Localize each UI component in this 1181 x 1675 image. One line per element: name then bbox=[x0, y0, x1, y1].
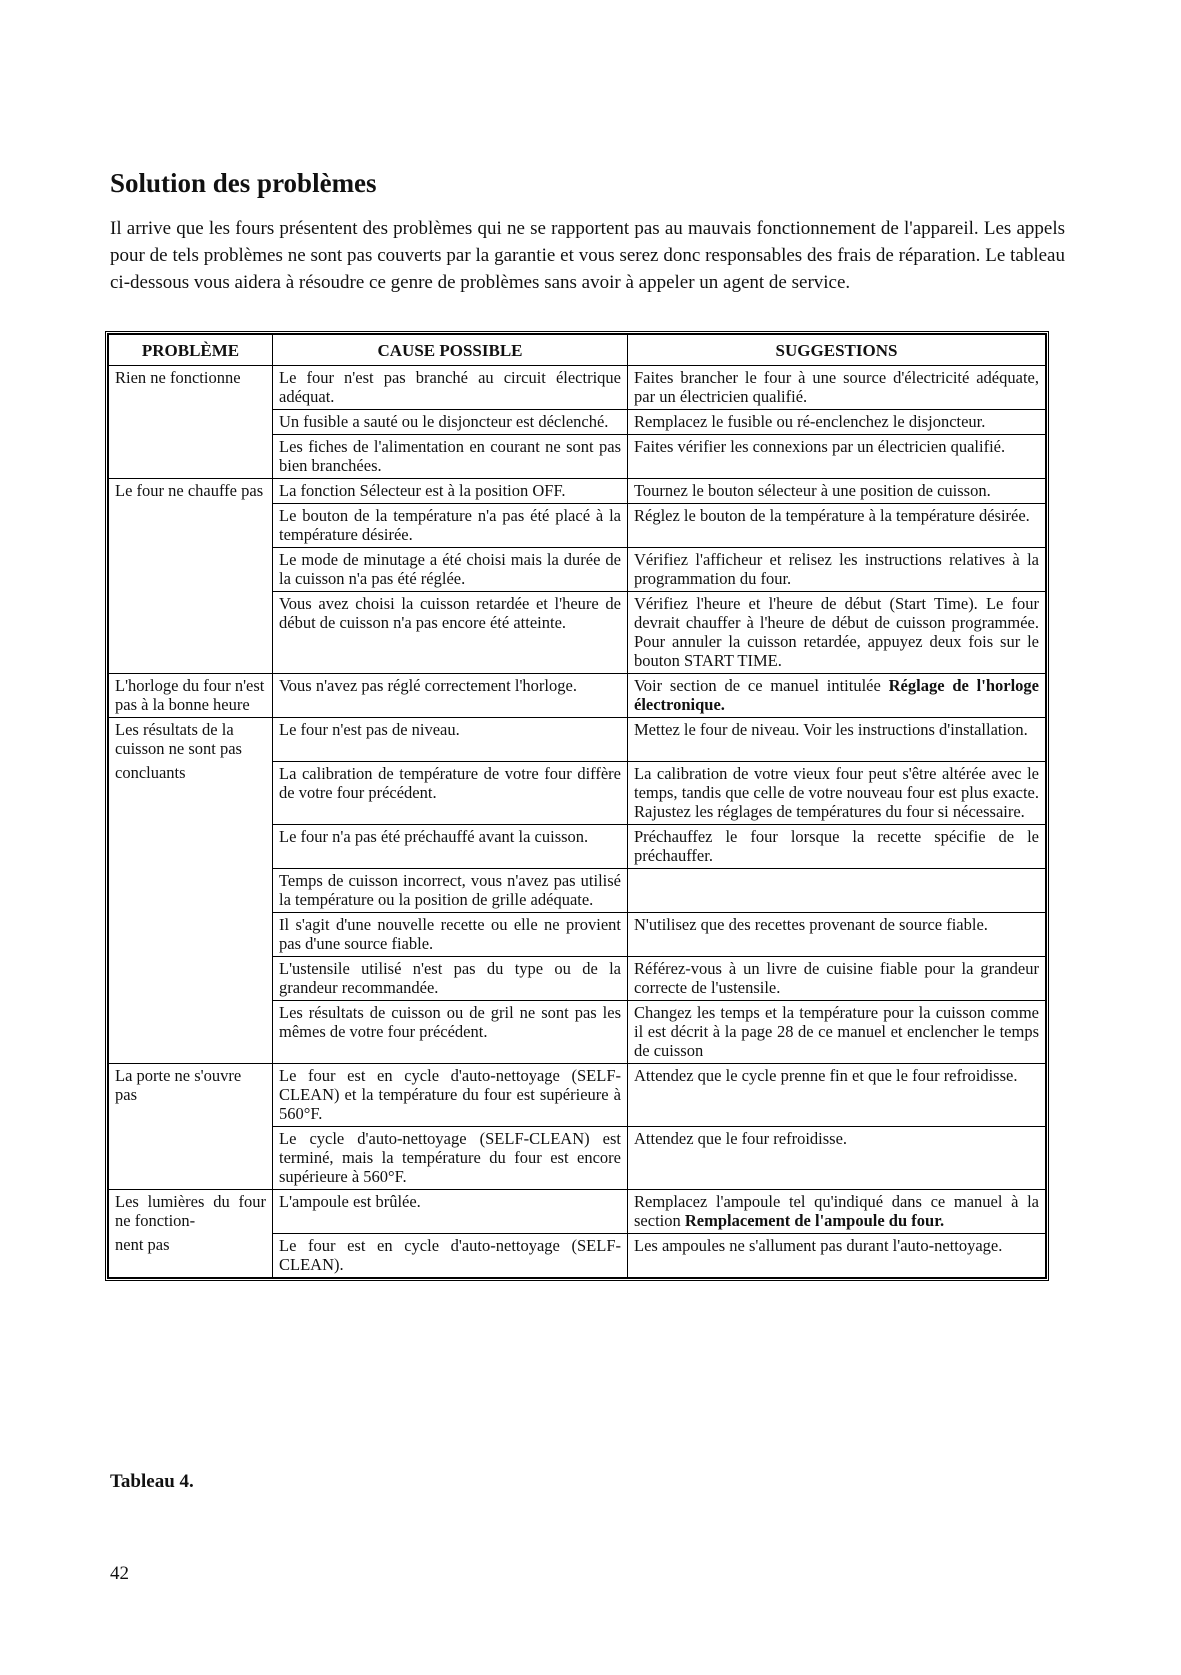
troubleshooting-table bbox=[105, 331, 1049, 1281]
suggestion-cell: Attendez que le four refroidisse. bbox=[628, 1126, 1046, 1189]
suggestion-cell: Vérifiez l'afficheur et relisez les instructions relatives à la programmation du four. bbox=[628, 548, 1046, 592]
suggestion-cell: Préchauffez le four lorsque la recette spécifie de le préchauffer. bbox=[628, 824, 1046, 868]
cause-cell: Il s'agit d'une nouvelle recette ou elle ne provient pas d'une source fiable. bbox=[273, 912, 628, 956]
cause-cell: La fonction Sélecteur est à la position OFF. bbox=[273, 479, 628, 504]
suggestion-cell: Les ampoules ne s'allument pas durant l'auto-nettoyage. bbox=[628, 1233, 1046, 1277]
table-row bbox=[109, 1063, 1046, 1126]
table-row bbox=[109, 366, 1046, 410]
cause-cell: Le bouton de la température n'a pas été placé à la température désirée. bbox=[273, 504, 628, 548]
problem-cell: Rien ne fonctionne bbox=[109, 366, 273, 479]
suggestion-text: Remplacez l'ampoule tel qu'indiqué dans ce manuel à la section bbox=[634, 1191, 1039, 1230]
cause-cell: Le four est en cycle d'auto-nettoyage (SELF-CLEAN) et la température du four est supérieure à 560°F. bbox=[273, 1063, 628, 1126]
table-row bbox=[109, 1233, 1046, 1277]
cause-cell: Le four est en cycle d'auto-nettoyage (SELF-CLEAN). bbox=[273, 1233, 628, 1277]
suggestion-text: Voir section de ce manuel intitulée bbox=[634, 676, 889, 695]
suggestion-cell bbox=[628, 868, 1046, 912]
section-reference: Réglage de l'horloge électronique. bbox=[634, 676, 1039, 714]
cause-cell: Vous avez choisi la cuisson retardée et l'heure de début de cuisson n'a pas encore été atteinte. bbox=[273, 592, 628, 674]
problem-cell: Le four ne chauffe pas bbox=[109, 479, 273, 674]
suggestion-cell: Référez-vous à un livre de cuisine fiable pour la grandeur correcte de l'ustensile. bbox=[628, 956, 1046, 1000]
cause-cell: Le four n'est pas de niveau. bbox=[273, 718, 628, 762]
suggestion-cell: Attendez que le cycle prenne fin et que le four refroidisse. bbox=[628, 1063, 1046, 1126]
suggestion-cell bbox=[628, 674, 1046, 718]
suggestion-cell: La calibration de votre vieux four peut s'être altérée avec le temps, tandis que celle de votre nouveau four est plus exacte. Rajustez les réglages de températures du four si nécessaire. bbox=[628, 761, 1046, 824]
cause-cell: Les résultats de cuisson ou de gril ne sont pas les mêmes de votre four précédent. bbox=[273, 1000, 628, 1063]
suggestion-cell: Mettez le four de niveau. Voir les instructions d'installation. bbox=[628, 718, 1046, 762]
cause-cell: Le four n'a pas été préchauffé avant la cuisson. bbox=[273, 824, 628, 868]
table-header-row bbox=[109, 335, 1046, 366]
table-row bbox=[109, 674, 1046, 718]
cause-cell: Les fiches de l'alimentation en courant ne sont pas bien branchées. bbox=[273, 435, 628, 479]
header-problem: PROBLÈME bbox=[109, 335, 273, 366]
suggestion-cell: Réglez le bouton de la température à la température désirée. bbox=[628, 504, 1046, 548]
problem-cell-continued: concluants bbox=[109, 761, 273, 1063]
table-caption: Tableau 4. bbox=[110, 1471, 194, 1492]
problem-cell-continued: nent pas bbox=[109, 1233, 273, 1277]
suggestion-cell: Tournez le bouton sélecteur à une position de cuisson. bbox=[628, 479, 1046, 504]
problem-cell: L'horloge du four n'est pas à la bonne heure bbox=[109, 674, 273, 718]
cause-cell: La calibration de température de votre four diffère de votre four précédent. bbox=[273, 761, 628, 824]
suggestion-cell: Faites vérifier les connexions par un électricien qualifié. bbox=[628, 435, 1046, 479]
cause-cell: Le four n'est pas branché au circuit électrique adéquat. bbox=[273, 366, 628, 410]
header-suggestions: SUGGESTIONS bbox=[628, 335, 1046, 366]
suggestion-cell: N'utilisez que des recettes provenant de source fiable. bbox=[628, 912, 1046, 956]
cause-cell: Le cycle d'auto-nettoyage (SELF-CLEAN) est terminé, mais la température du four est encore supérieure à 560°F. bbox=[273, 1126, 628, 1189]
section-reference: Remplacement de l'ampoule du four. bbox=[684, 1210, 945, 1230]
problem-cell: Les lumières du four ne fonction- bbox=[109, 1189, 273, 1233]
header-cause: CAUSE POSSIBLE bbox=[273, 335, 628, 366]
suggestion-cell: Faites brancher le four à une source d'électricité adéquate, par un électricien qualifié. bbox=[628, 366, 1046, 410]
page-title: Solution des problèmes bbox=[110, 168, 377, 198]
table-row bbox=[109, 761, 1046, 824]
suggestion-cell: Changez les temps et la température pour la cuisson comme il est décrit à la page 28 de ce manuel et enclencher le temps de cuisson bbox=[628, 1000, 1046, 1063]
cause-cell: Vous n'avez pas réglé correctement l'horloge. bbox=[273, 674, 628, 718]
suggestion-cell bbox=[628, 1189, 1046, 1233]
table-row bbox=[109, 1189, 1046, 1233]
cause-cell: Temps de cuisson incorrect, vous n'avez pas utilisé la température ou la position de grille adéquate. bbox=[273, 868, 628, 912]
cause-cell: Le mode de minutage a été choisi mais la durée de la cuisson n'a pas été réglée. bbox=[273, 548, 628, 592]
table-row bbox=[109, 718, 1046, 762]
suggestion-cell: Remplacez le fusible ou ré-enclenchez le disjoncteur. bbox=[628, 410, 1046, 435]
problem-cell: Les résultats de la cuisson ne sont pas bbox=[109, 718, 273, 762]
table-row bbox=[109, 479, 1046, 504]
problem-cell: La porte ne s'ouvre pas bbox=[109, 1063, 273, 1189]
cause-cell: Un fusible a sauté ou le disjoncteur est déclenché. bbox=[273, 410, 628, 435]
intro-paragraph: Il arrive que les fours présentent des problèmes qui ne se rapportent pas au mauvais fonctionnement de l'appareil. Les appels pour de tels problèmes ne sont pas couverts par la garantie et vous serez donc responsables des frais de réparation. Le tableau ci-dessous vous aidera à résoudre ce genre de problèmes sans avoir à appeler un agent de service. bbox=[110, 218, 1065, 293]
cause-cell: L'ampoule est brûlée. bbox=[273, 1189, 628, 1233]
suggestion-cell: Vérifiez l'heure et l'heure de début (Start Time). Le four devrait chauffer à l'heure de début de cuisson programmée. Pour annuler la cuisson retardée, appuyez deux fois sur le bouton START TIME. bbox=[628, 592, 1046, 674]
page-number: 42 bbox=[110, 1563, 129, 1584]
cause-cell: L'ustensile utilisé n'est pas du type ou de la grandeur recommandée. bbox=[273, 956, 628, 1000]
